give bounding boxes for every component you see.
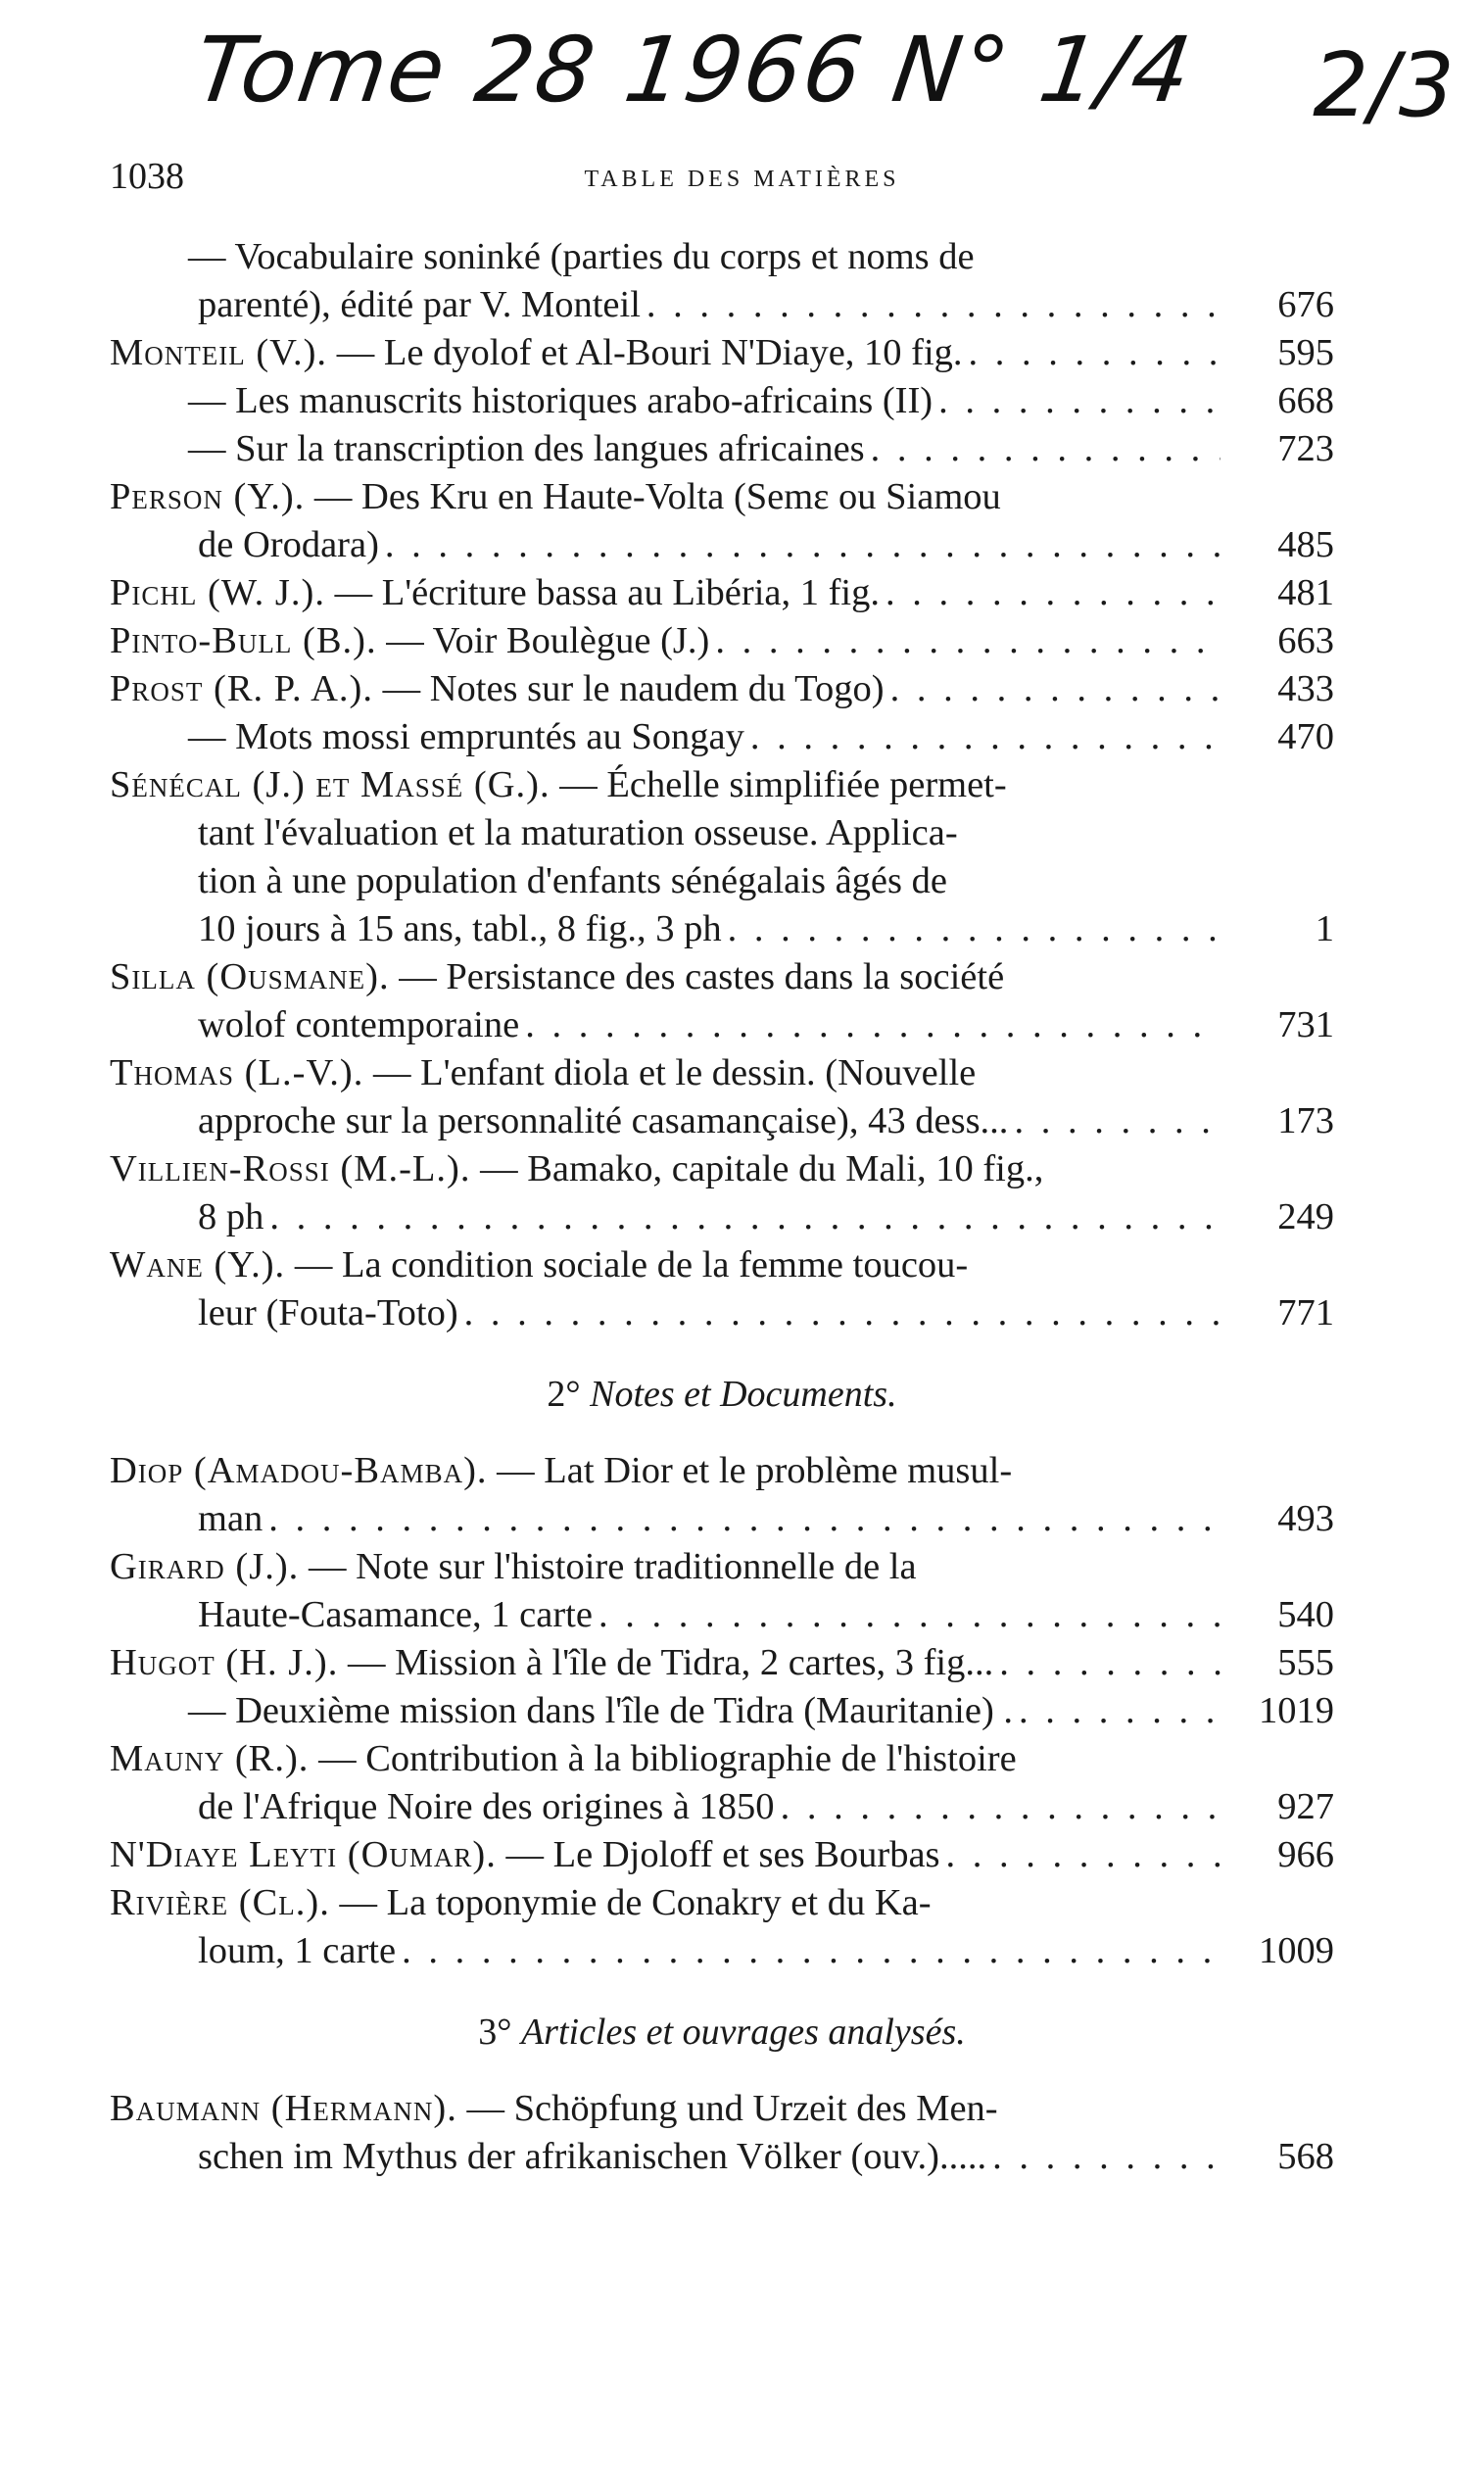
entry-line [110,2085,1334,2133]
toc-entry [110,1049,1334,1145]
entry-title: tant l'évaluation et la maturation osseuse. Applica- [198,812,958,853]
toc-entry [110,713,1334,761]
entry-dash: — [559,764,598,805]
leader-dots [268,1495,1221,1543]
page-number-ref: 663 [1277,620,1334,661]
entry-text [110,569,880,617]
leader-dots [525,1001,1221,1049]
entry-title: Sur la transcription des langues africaines [235,428,865,469]
entry-text [110,329,963,377]
leader-dots [781,1783,1221,1831]
entry-dash: — [382,668,421,709]
toc-entry [110,665,1334,713]
entry-line [110,1447,1334,1495]
entry-title: approche sur la personnalité casamançaise), 43 dess... [198,1100,1009,1141]
entry-dash: — [188,716,226,757]
entry-title: Le dyolof et Al-Bouri N'Diaye, 10 fig. [383,332,963,373]
page-number-ref: 470 [1277,716,1334,757]
leader-dots [402,1927,1221,1975]
entry-dash: — [308,1546,347,1587]
leader-dots [969,329,1221,377]
entry-title: Lat Dior et le problème musul- [544,1450,1013,1491]
toc-entry [110,1687,1334,1735]
page-number-ref: 173 [1277,1100,1334,1141]
entry-title: Deuxième mission dans l'île de Tidra (Mauritanie) . [235,1690,1014,1731]
table-of-contents [110,233,1334,2181]
section-heading-notes [110,1373,1334,1416]
entry-line [110,1145,1334,1193]
entry-text [198,1001,519,1049]
entry-dash: — [466,2088,505,2129]
page-number-ref: 966 [1277,1834,1334,1875]
leader-dots [385,521,1221,569]
page-number: 1038 [110,156,184,197]
entry-text [198,1097,1008,1145]
leader-dots [715,617,1221,665]
page-number-ref: 668 [1277,380,1334,421]
entry-line [110,1687,1334,1735]
entry-line [110,1639,1334,1687]
handwritten-fraction: 2/3 [1313,34,1455,137]
toc-entry [110,233,1334,329]
page-number-ref: 481 [1277,572,1334,613]
entry-title: Le Djoloff et ses Bourbas [552,1834,940,1875]
entry-line [110,569,1334,617]
toc-entry [110,1879,1334,1975]
toc-entry [110,2085,1334,2181]
toc-entry [110,1447,1334,1543]
leader-dots [750,713,1221,761]
entries-analyses [110,2085,1334,2181]
entry-title: 8 ph [198,1196,264,1237]
entry-text [188,713,744,761]
entry-title: Contribution à la bibliographie de l'histoire [365,1738,1017,1779]
entries-articles [110,233,1334,1337]
entry-title: Schöpfung und Urzeit des Men- [513,2088,998,2129]
running-head: TABLE DES MATIÈRES [584,167,900,192]
page-number-ref: 595 [1277,332,1334,373]
entries-notes [110,1447,1334,1975]
section-number: 3° [478,2012,512,2053]
entry-line [110,713,1334,761]
author-name: Pichl (W. J.). [110,572,325,613]
entry-line [110,1879,1334,1927]
entry-title: leur (Fouta-Toto) [198,1292,458,1333]
entry-title: La toponymie de Conakry et du Ka- [386,1882,932,1923]
section-number: 2° [547,1374,581,1415]
entry-dash: — [399,956,437,997]
leader-dots [871,425,1221,473]
entry-text [198,1193,263,1241]
author-name: Prost (R. P. A.). [110,668,373,709]
author-name: Villien-Rossi (M.-L.). [110,1148,471,1189]
entry-title: Les manuscrits historiques arabo-africains (II) [235,380,933,421]
author-name: Rivière (Cl.). [110,1882,330,1923]
handwritten-annotation: Tome 28 1966 N° 1/4 [188,18,1199,122]
page-number-ref: 1019 [1259,1690,1334,1731]
entry-title: L'écriture bassa au Libéria, 1 fig. [381,572,881,613]
page-number-ref: 540 [1277,1594,1334,1635]
entry-line [110,1193,1334,1241]
entry-title: Note sur l'histoire traditionnelle de la [356,1546,917,1587]
leader-dots [728,905,1221,953]
leader-dots [1014,1097,1221,1145]
entry-line [110,1735,1334,1783]
entry-dash: — [505,1834,544,1875]
toc-entry [110,953,1334,1049]
entry-title: man [198,1498,263,1539]
entry-line [110,809,1334,857]
author-name: Hugot (H. J.). [110,1642,339,1683]
leader-dots [598,1591,1221,1639]
entry-title: parenté), édité par V. Monteil [198,284,641,325]
entry-line [110,761,1334,809]
leader-dots [1019,1687,1221,1735]
entry-line [110,521,1334,569]
toc-entry [110,329,1334,377]
page-number-ref: 433 [1277,668,1334,709]
page-number-ref: 485 [1277,524,1334,565]
entry-text [198,1591,593,1639]
entry-dash: — [313,476,353,517]
toc-entry [110,473,1334,569]
entry-line [110,1049,1334,1097]
entry-title: Bamako, capitale du Mali, 10 fig., [527,1148,1044,1189]
entry-title: Voir Boulègue (J.) [432,620,710,661]
entry-dash: — [386,620,424,661]
toc-entry [110,1241,1334,1337]
entry-dash: — [480,1148,518,1189]
entry-title: L'enfant diola et le dessin. (Nouvelle [420,1052,977,1093]
entry-title: Échelle simplifiée permet- [606,764,1007,805]
entry-dash: — [336,332,375,373]
entry-line [110,953,1334,1001]
entry-title: wolof contemporaine [198,1004,520,1045]
entry-dash: — [188,1690,226,1731]
toc-entry [110,569,1334,617]
leader-dots [946,1831,1221,1879]
entry-line [110,1543,1334,1591]
entry-line [110,857,1334,905]
leader-dots [269,1193,1221,1241]
author-name: Sénécal (J.) et Massé (G.). [110,764,551,805]
entry-line [110,1783,1334,1831]
page-number-ref: 927 [1277,1786,1334,1827]
entry-title: schen im Mythus der afrikanischen Völker (ouv.)..... [198,2136,987,2177]
entry-title: Des Kru en Haute-Volta (Semɛ ou Siamou [361,476,1001,517]
entry-dash: — [188,428,226,469]
entry-text [198,281,641,329]
entry-line [110,1241,1334,1289]
entry-text [188,377,933,425]
page-number-ref: 723 [1277,428,1334,469]
entry-title: de l'Afrique Noire des origines à 1850 [198,1786,775,1827]
entry-text [110,665,885,713]
entry-title: La condition sociale de la femme toucou- [341,1244,969,1285]
toc-entry [110,1543,1334,1639]
toc-entry [110,377,1334,425]
author-name: Mauny (R.). [110,1738,310,1779]
entry-title: Haute-Casamance, 1 carte [198,1594,593,1635]
entry-dash: — [372,1052,411,1093]
entry-text [198,905,722,953]
entry-text [110,617,709,665]
page-number-ref: 676 [1277,284,1334,325]
entry-dash: — [188,380,226,421]
page-number-ref: 493 [1277,1498,1334,1539]
leader-dots [464,1289,1221,1337]
entry-title: Vocabulaire soninké (parties du corps et noms de [234,236,975,277]
toc-entry [110,761,1334,953]
leader-dots [886,569,1221,617]
section-title: Notes et Documents. [590,1374,897,1415]
entry-text [188,425,865,473]
entry-dash: — [339,1882,377,1923]
entry-text [198,1289,458,1337]
entry-text [188,1687,1013,1735]
leader-dots [646,281,1221,329]
entry-line [110,473,1334,521]
author-name: Silla (Ousmane). [110,956,390,997]
author-name: N'Diaye Leyti (Oumar). [110,1834,497,1875]
author-name: Monteil (V.). [110,332,328,373]
entry-title: Mission à l'île de Tidra, 2 cartes, 3 fig... [395,1642,994,1683]
entry-line [110,1001,1334,1049]
entry-title: Notes sur le naudem du Togo) [429,668,885,709]
entry-line [110,617,1334,665]
page-number-ref: 249 [1277,1196,1334,1237]
author-name: Wane (Y.). [110,1244,286,1285]
entry-text [198,1495,263,1543]
toc-entry [110,1735,1334,1831]
entry-text [198,2133,986,2181]
author-name: Thomas (L.-V.). [110,1052,364,1093]
leader-dots [938,377,1221,425]
entry-line [110,905,1334,953]
author-name: Baumann (Hermann). [110,2088,457,2129]
entry-text [198,1783,775,1831]
entry-line [110,665,1334,713]
entry-dash: — [188,236,226,277]
page-number-ref: 1 [1315,908,1334,949]
entry-title: 10 jours à 15 ans, tabl., 8 fig., 3 ph [198,908,722,949]
page-number-ref: 1009 [1259,1930,1334,1971]
page-number-ref: 771 [1277,1292,1334,1333]
author-name: Person (Y.). [110,476,306,517]
author-name: Diop (Amadou-Bamba). [110,1450,488,1491]
entry-line [110,425,1334,473]
entry-line [110,2133,1334,2181]
entry-text [110,1831,940,1879]
entry-line [110,233,1334,281]
entry-title: de Orodara) [198,524,379,565]
section-title: Articles et ouvrages analysés. [520,2012,966,2053]
author-name: Girard (J.). [110,1546,300,1587]
entry-dash: — [294,1244,333,1285]
toc-entry [110,1831,1334,1879]
entry-dash: — [497,1450,535,1491]
entry-line [110,281,1334,329]
entry-title: tion à une population d'enfants sénégalais âgés de [198,860,947,901]
toc-entry [110,1639,1334,1687]
entry-dash: — [334,572,373,613]
entry-line [110,1495,1334,1543]
entry-title: Mots mossi empruntés au Songay [235,716,744,757]
entry-text [110,1639,993,1687]
leader-dots [999,1639,1221,1687]
entry-line [110,1831,1334,1879]
entry-title: Persistance des castes dans la société [446,956,1005,997]
entry-text [198,521,379,569]
entry-line [110,1591,1334,1639]
toc-entry [110,617,1334,665]
toc-entry [110,1145,1334,1241]
entry-line [110,1927,1334,1975]
leader-dots [890,665,1221,713]
entry-dash: — [347,1642,386,1683]
entry-line [110,329,1334,377]
page-number-ref: 568 [1277,2136,1334,2177]
author-name: Pinto-Bull (B.). [110,620,377,661]
leader-dots [992,2133,1221,2181]
entry-dash: — [318,1738,357,1779]
section-heading-analyses [110,2011,1334,2054]
entry-text [198,1927,396,1975]
entry-line [110,1097,1334,1145]
entry-line [110,1289,1334,1337]
entry-line [110,377,1334,425]
page-number-ref: 555 [1277,1642,1334,1683]
entry-title: loum, 1 carte [198,1930,397,1971]
page-number-ref: 731 [1277,1004,1334,1045]
toc-entry [110,425,1334,473]
